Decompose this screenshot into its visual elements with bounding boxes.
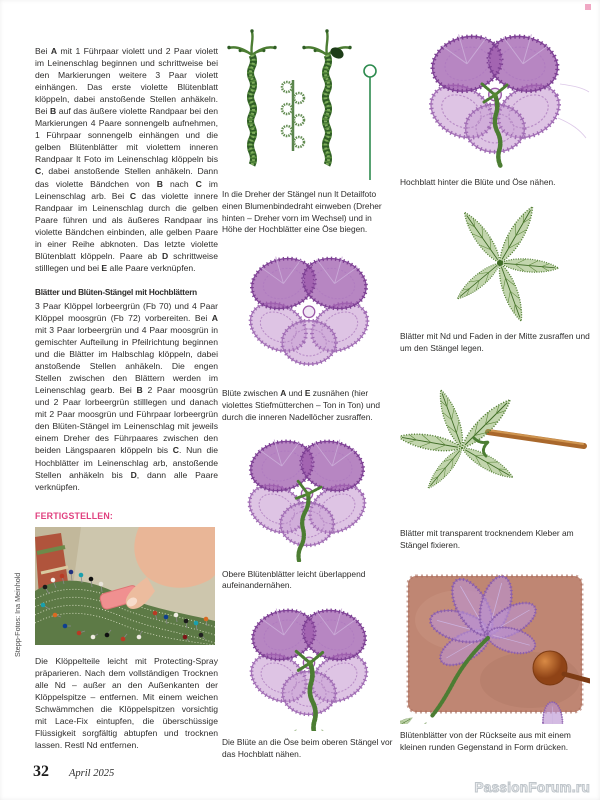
section-heading-leaves-stem: Blätter und Blüten-Stängel mit Hochblättern <box>35 287 197 297</box>
wooden-stick <box>488 432 584 446</box>
photo-credit-block <box>13 531 25 657</box>
caption-sew-a-to-e: Blüte zwischen A und E zusnähen (hier violettes Stiefmütterchen – Ton in Ton) und durch die inneren Nadellöcher zusraffen. <box>222 388 380 422</box>
photo-shaping-on-felt <box>400 560 590 724</box>
page-number: 32 <box>33 763 49 780</box>
caption-gather-leaves: Blätter mit Nd und Faden in der Mitte zusraffen und um den Stängel legen. <box>400 330 590 353</box>
flower-on-loop-illustration <box>222 599 394 731</box>
issue-date: April 2025 <box>69 768 115 779</box>
caption-overlap-petals: Obere Blütenblätter leicht überlappend aufeinandernähen. <box>222 568 366 591</box>
photo-flower-sewn <box>222 247 394 381</box>
instructions-paragraph-flower: Bei A mit 1 Führpaar violett und 2 Paar violett im Leinenschlag beginnen und schrittweise bei den Markierungen weitere 3 Paar violett einhängen. Das erste violette Blütenblatt klöppeln, dabei anstoßende Stellen anhäkeln. Bei B auf das äußere violette Randpaar bei den Markierungen 4 Paare sonnengelb aufnehmen, 1 Führpaar sonnengelb einhängen und die gelben Blütenblätter mit violettem inneren Randpaar lt Foto im Leinenschlag klöppeln bis C, dabei anstoßende Stellen anhäkeln. Dann das violette Bändchen von B nach C im Leinenschlag arb. Bei C das violette innere Randpaar im Leinenschlag durch die gelben Paare führen und als äußeres Randpaar ins violette Bändchen einbinden, alle gelben Paare in einer Reihe abknoten. Das letzte violette Blütenblatt klöppeln. Paare ab D schrittweise stilllegen und bei E alle Paare verknüpfen. <box>35 46 219 273</box>
photo-flower-on-loop <box>222 599 394 731</box>
leaves-stick-illustration <box>400 362 590 522</box>
photo-stems-and-wire <box>222 25 394 181</box>
caption-wire-weaving: In die Dreher der Stängel nun lt Detailfoto einen Blumenbindedraht einweben (Dreher hinten – Dreher vorn im Wechsel) und in Höhe der Hochblätter eine Öse biegen. <box>222 189 382 235</box>
photo-lacefix-dabbing <box>35 527 218 645</box>
caption-shape-petals: Blütenblätter von der Rückseite aus mit einem kleinen runden Gegenstand in Form drücken. <box>400 729 571 752</box>
shaping-illustration <box>400 560 590 724</box>
photo-upper-petals-overlap <box>222 432 394 562</box>
finishing-paragraph: Die Klöppelteile leicht mit Protecting-Spray präparieren. Nach dem vollständigen Trocknen alle Nd – außer an den Außenkanten der Klöppelspitze – entfernen. Mit einem weichen Schwämmchen die Klöppelspitzen vorsichtig mit Lace-Fix eintupfen, die überschüssige Flüssigkeit sorgfältig abtupfen und trocknen lassen. Restl Nd entfernen. <box>35 655 218 750</box>
photo-leaves-on-stick <box>400 362 590 522</box>
left-column <box>35 45 218 751</box>
flower-bract-illustration <box>400 22 590 170</box>
finishing-heading: FERTIGSTELLEN: <box>35 510 114 521</box>
watermark: PassionForum.ru <box>474 780 590 795</box>
right-column <box>400 22 590 754</box>
photo-credit: Stepp-Fotos: Ina Meinhold <box>13 572 22 657</box>
loose-threads <box>558 84 589 138</box>
stems-photo-illustration <box>222 25 394 181</box>
middle-column <box>222 25 394 761</box>
corner-registration-mark <box>585 4 591 10</box>
caption-glue-leaves: Blätter mit transparent trocknendem Kleber am Stängel fixieren. <box>400 528 574 551</box>
flower-sewn-illustration <box>222 247 394 381</box>
overlap-illustration <box>222 432 394 562</box>
leaves-star-illustration <box>400 195 590 325</box>
instructions-paragraph-leaves: 3 Paar Klöppel lorbeergrün (Fb 70) und 4 Paar Klöppel moosgrün (Fb 72) vorbereiten. Bei A mit 3 Paar lorbeergrün und 4 Paar moosgrün in gemischter Aufteilung in Pfeilrichtung beginnen und die Blätter im Halbschlag klöppeln, dabei anstoßende Stellen anhäkeln. Die engen Stellen zwischen den Blättern werden im Leinenschlag gearb. Bei B 2 Paar moosgrün und 2 Paar lorbeergrün stilllegen und danach mit 2 Paar moosgrün und Führpaar lorbeergrün den Blüten-Stängel im Leinenschlag mit jeweils einem Dreher des Führpaares zwischen den beiden Längspaaren klöppeln bis C. Nun die Hochblätter im Leinenschlag arb, anstoßende Stellen anhäkeln bis D, dann alle Paare verknüpfen. <box>35 300 219 492</box>
page-footer <box>33 763 114 781</box>
wire-with-loop <box>364 65 376 180</box>
photo-leaves-star <box>400 195 590 325</box>
lacefix-photo-illustration <box>35 527 215 645</box>
stem-detail-strip <box>282 80 304 151</box>
caption-bract-behind: Hochblatt hinter die Blüte und Öse nähen. <box>400 177 556 187</box>
photo-flower-with-bract <box>400 22 590 170</box>
caption-sew-to-loop: Die Blüte an die Öse beim oberen Stängel vor das Hochblatt nähen. <box>222 737 393 759</box>
